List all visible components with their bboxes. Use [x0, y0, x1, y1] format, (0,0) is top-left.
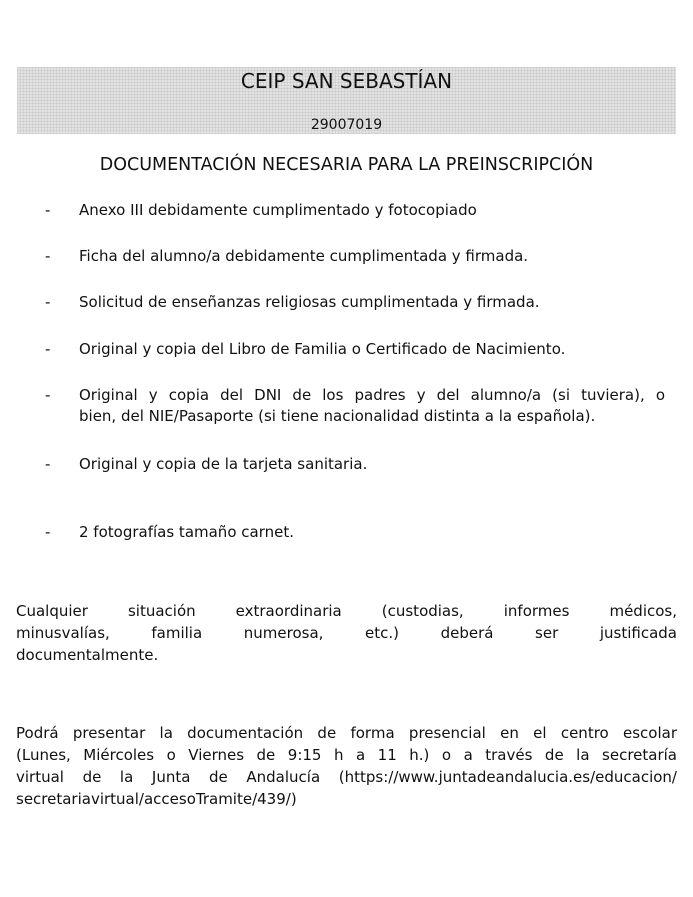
list-item-text: 2 fotografías tamaño carnet.	[79, 523, 294, 541]
paragraph-line: documentalmente.	[16, 646, 159, 664]
school-name: CEIP SAN SEBASTÍAN	[240, 69, 453, 93]
list-item-text	[79, 385, 665, 427]
paragraph-line: secretariavirtual/accesoTramite/439/)	[16, 790, 297, 808]
school-code: 29007019	[310, 117, 383, 133]
list-bullet: -	[45, 293, 51, 311]
list-item-text: Anexo III debidamente cumplimentado y fotocopiado	[79, 201, 477, 219]
list-bullet: -	[45, 523, 51, 541]
list-item-text: Ficha del alumno/a debidamente cumplimentada y firmada.	[79, 247, 529, 265]
list-item-text: Original y copia del Libro de Familia o Certificado de Nacimiento.	[79, 340, 566, 358]
list-bullet: -	[45, 386, 51, 404]
paragraph-line: Podrá presentar la documentación de forma presencial en el centro escolar	[16, 724, 677, 742]
paragraph-line: minusvalías, familia numerosa, etc.) deberá ser justificada	[16, 624, 677, 642]
note-paragraph	[16, 600, 677, 666]
list-item-text: Solicitud de enseñanzas religiosas cumplimentada y firmada.	[79, 293, 540, 311]
paragraph-line: Cualquier situación extraordinaria (custodias, informes médicos,	[16, 602, 677, 620]
document-title: DOCUMENTACIÓN NECESARIA PARA LA PREINSCRIPCIÓN	[99, 155, 594, 175]
list-bullet: -	[45, 201, 51, 219]
paragraph-line: virtual de la Junta de Andalucía (https://www.juntadeandalucia.es/educacion/	[16, 768, 677, 786]
list-bullet: -	[45, 247, 51, 265]
list-bullet: -	[45, 455, 51, 473]
submission-paragraph	[16, 722, 677, 810]
list-item-line: Original y copia del DNI de los padres y del alumno/a (si tuviera), o	[79, 386, 665, 404]
list-item-text: Original y copia de la tarjeta sanitaria.	[79, 455, 368, 473]
list-item-line: bien, del NIE/Pasaporte (si tiene nacionalidad distinta a la española).	[79, 407, 596, 425]
paragraph-line: (Lunes, Miércoles o Viernes de 9:15 h a 11 h.) o a través de la secretaría	[16, 746, 677, 764]
list-bullet: -	[45, 340, 51, 358]
